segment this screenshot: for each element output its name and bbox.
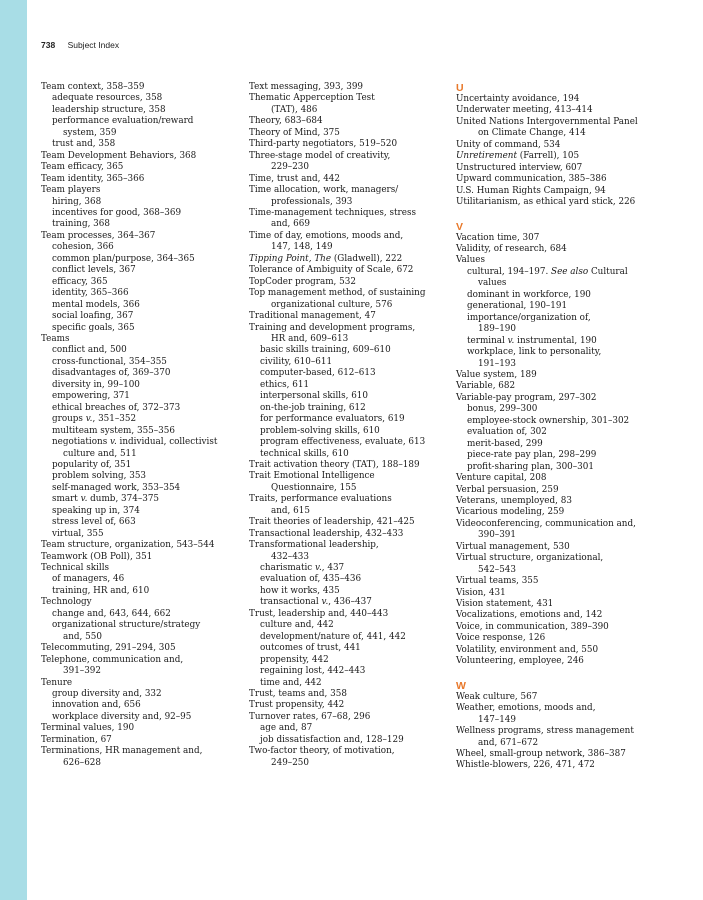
index-subentry: disadvantages of, 369–370 xyxy=(52,368,171,379)
index-entry: Wellness programs, stress management xyxy=(456,726,634,737)
index-subentry: 191–193 xyxy=(478,358,516,369)
index-subentry: change and, 643, 644, 662 xyxy=(52,608,171,619)
index-entry: Traits, performance evaluations xyxy=(249,494,392,505)
index-subentry: conflict and, 500 xyxy=(52,345,127,356)
index-letter-heading: W xyxy=(456,679,466,692)
index-entry: Utilitarianism, as ethical yard stick, 226 xyxy=(456,197,636,208)
index-entry: Vicarious modeling, 259 xyxy=(456,507,565,518)
index-subentry: bonus, 299–300 xyxy=(467,404,538,415)
index-entry: Venture capital, 208 xyxy=(456,473,547,484)
index-subentry: 147–149 xyxy=(478,714,516,725)
index-subentry: charismatic v., 437 xyxy=(260,563,345,574)
index-letter-heading: V xyxy=(456,220,464,233)
index-subentry: terminal v. instrumental, 190 xyxy=(467,335,597,346)
index-entry: Value system, 189 xyxy=(456,369,537,380)
index-subentry: workplace diversity and, 92–95 xyxy=(52,711,192,722)
page-number: 738 xyxy=(41,40,56,50)
index-entry: Three-stage model of creativity, xyxy=(249,150,391,161)
index-entry: Telecommuting, 291–294, 305 xyxy=(41,643,176,654)
index-entry: Team Development Behaviors, 368 xyxy=(41,150,197,161)
index-entry: Technical skills xyxy=(41,563,110,574)
index-entry: Technology xyxy=(41,597,92,608)
index-entry: Two-factor theory, of motivation, xyxy=(249,746,395,757)
index-entry: Vision statement, 431 xyxy=(456,599,554,610)
index-subentry: interpersonal skills, 610 xyxy=(260,391,368,402)
index-subentry: stress level of, 663 xyxy=(52,517,136,528)
index-subentry: diversity in, 99–100 xyxy=(52,379,140,390)
index-subentry: 542–543 xyxy=(478,564,516,575)
index-entry: Trust, teams and, 358 xyxy=(249,689,347,700)
index-subentry: on Climate Change, 414 xyxy=(478,128,586,139)
index-subentry: trust and, 358 xyxy=(52,139,116,150)
index-entry: Unstructured interview, 607 xyxy=(456,162,583,173)
index-subentry: age and, 87 xyxy=(260,723,313,734)
index-entry: Terminal values, 190 xyxy=(41,723,135,734)
index-entry: Volatility, environment and, 550 xyxy=(456,644,599,655)
index-entry: Team efficacy, 365 xyxy=(41,162,124,173)
index-entry: Top management method, of sustaining xyxy=(249,288,426,299)
index-subentry: generational, 190–191 xyxy=(467,301,568,312)
index-subentry: popularity of, 351 xyxy=(52,459,132,470)
index-entry: Wheel, small-group network, 386–387 xyxy=(456,749,626,760)
index-subentry: HR and, 609–613 xyxy=(271,333,349,344)
index-subentry: group diversity and, 332 xyxy=(52,689,162,700)
index-subentry: 390–391 xyxy=(478,530,516,541)
index-entry: United Nations Intergovernmental Panel xyxy=(456,116,638,127)
index-subentry: ethics, 611 xyxy=(260,379,310,390)
index-entry: U.S. Human Rights Campaign, 94 xyxy=(456,185,606,196)
index-entry: Team players xyxy=(41,185,101,196)
section-gap xyxy=(456,668,652,680)
index-subentry: training, HR and, 610 xyxy=(52,585,150,596)
index-entry: Values xyxy=(456,255,485,266)
index-entry: Thematic Apperception Test xyxy=(249,93,375,104)
index-subentry: cross-functional, 354–355 xyxy=(52,356,167,367)
index-entry: Vision, 431 xyxy=(456,587,506,598)
index-entry: Tipping Point, The (Gladwell), 222 xyxy=(249,253,403,264)
index-subentry: dominant in workforce, 190 xyxy=(467,289,591,300)
index-entry: TopCoder program, 532 xyxy=(249,276,356,287)
index-subentry: culture and, 511 xyxy=(63,448,137,459)
index-subentry: 229–230 xyxy=(271,162,309,173)
index-subentry: conflict levels, 367 xyxy=(52,265,136,276)
index-subentry: job dissatisfaction and, 128–129 xyxy=(260,734,404,745)
index-subentry: merit-based, 299 xyxy=(467,438,543,449)
index-entry: Transformational leadership, xyxy=(249,540,379,551)
index-entry: Upward communication, 385–386 xyxy=(456,174,607,185)
index-entry: Time, trust and, 442 xyxy=(249,173,340,184)
index-entry: Tenure xyxy=(41,677,73,688)
index-entry: Teams xyxy=(41,333,70,344)
index-entry: Variable-pay program, 297–302 xyxy=(456,392,597,403)
index-subentry: for performance evaluators, 619 xyxy=(260,414,405,425)
index-subentry: cohesion, 366 xyxy=(52,242,114,253)
index-subentry: adequate resources, 358 xyxy=(52,93,163,104)
index-entry: Time allocation, work, managers/ xyxy=(249,185,399,196)
index-column-2 xyxy=(249,82,445,769)
index-subentry: profit-sharing plan, 300–301 xyxy=(467,461,594,472)
index-entry: Weak culture, 567 xyxy=(456,691,538,702)
index-subentry: leadership structure, 358 xyxy=(52,104,166,115)
index-subentry: employee-stock ownership, 301–302 xyxy=(467,415,630,426)
index-entry: Text messaging, 393, 399 xyxy=(249,82,364,92)
index-subentry: Questionnaire, 155 xyxy=(271,482,357,493)
index-entry: Veterans, unemployed, 83 xyxy=(456,495,572,506)
index-subentry: civility, 610–611 xyxy=(260,356,333,367)
index-subentry: hiring, 368 xyxy=(52,196,102,207)
index-entry: Third-party negotiators, 519–520 xyxy=(249,139,398,150)
index-entry: Telephone, communication and, xyxy=(41,654,184,665)
index-entry: Training and development programs, xyxy=(249,322,416,333)
index-subentry: organizational structure/strategy xyxy=(52,620,201,631)
index-subentry: 147, 148, 149 xyxy=(271,242,333,253)
index-subentry: speaking up in, 374 xyxy=(52,505,140,516)
index-subentry: and, 669 xyxy=(271,219,310,230)
index-subentry: problem-solving skills, 610 xyxy=(260,425,380,436)
index-subentry: computer-based, 612–613 xyxy=(260,368,376,379)
index-subentry: social loafing, 367 xyxy=(52,311,134,322)
index-subentry: on-the-job training, 612 xyxy=(260,402,366,413)
index-entry: Unity of command, 534 xyxy=(456,139,561,150)
index-subentry: problem solving, 353 xyxy=(52,471,147,482)
index-subentry: mental models, 366 xyxy=(52,299,140,310)
index-subentry: propensity, 442 xyxy=(260,654,329,665)
index-subentry: transactional v., 436–437 xyxy=(260,597,372,608)
index-subentry: 249–250 xyxy=(271,757,309,768)
index-entry: Termination, 67 xyxy=(41,734,112,745)
index-subentry: of managers, 46 xyxy=(52,574,125,585)
index-subentry: multiteam system, 355–356 xyxy=(52,425,175,436)
index-entry: Variable, 682 xyxy=(456,381,516,392)
index-entry: Virtual teams, 355 xyxy=(456,576,539,587)
index-entry: Team structure, organization, 543–544 xyxy=(41,540,215,551)
section-gap xyxy=(456,209,652,221)
index-entry: Tolerance of Ambiguity of Scale, 672 xyxy=(249,265,414,276)
index-subentry: workplace, link to personality, xyxy=(467,347,602,358)
index-subentry: how it works, 435 xyxy=(260,585,340,596)
index-subentry: performance evaluation/reward xyxy=(52,116,194,127)
index-entry: Time-management techniques, stress xyxy=(249,207,416,218)
index-subentry: (TAT), 486 xyxy=(271,104,318,115)
index-subentry: and, 550 xyxy=(63,631,102,642)
index-subentry: common plan/purpose, 364–365 xyxy=(52,253,195,264)
index-subentry: 391–392 xyxy=(63,666,101,677)
index-subentry: organizational culture, 576 xyxy=(271,299,393,310)
index-entry: Time of day, emotions, moods and, xyxy=(249,230,404,241)
index-entry: Virtual management, 530 xyxy=(456,541,570,552)
index-entry: Trait Emotional Intelligence xyxy=(249,471,375,482)
index-column-1 xyxy=(41,82,237,769)
index-entry: Volunteering, employee, 246 xyxy=(456,656,584,667)
index-entry: Trust propensity, 442 xyxy=(249,700,345,711)
index-entry: Trait theories of leadership, 421–425 xyxy=(249,517,415,528)
index-entry: Theory, 683–684 xyxy=(249,116,323,127)
index-subentry: evaluation of, 302 xyxy=(467,427,547,438)
index-subentry: and, 615 xyxy=(271,505,310,516)
index-subentry: evaluation of, 435–436 xyxy=(260,574,362,585)
index-subentry: technical skills, 610 xyxy=(260,448,349,459)
index-subentry: professionals, 393 xyxy=(271,196,353,207)
index-entry: Voice, in communication, 389–390 xyxy=(456,621,609,632)
index-entry: Trait activation theory (TAT), 188–189 xyxy=(249,459,420,470)
index-entry: Videoconferencing, communication and, xyxy=(456,518,636,529)
page-header-title: Subject Index xyxy=(67,40,120,50)
index-entry: Teamwork (OB Poll), 351 xyxy=(41,551,153,562)
index-entry: Uncertainty avoidance, 194 xyxy=(456,94,580,104)
index-subentry: specific goals, 365 xyxy=(52,322,135,333)
index-subentry: time and, 442 xyxy=(260,677,322,688)
index-subentry: development/nature of, 441, 442 xyxy=(260,631,406,642)
index-entry: Weather, emotions, moods and, xyxy=(456,703,596,714)
index-subentry: values xyxy=(478,278,507,289)
side-color-strip xyxy=(0,0,27,900)
index-entry: Validity, of research, 684 xyxy=(456,243,567,254)
index-entry: Vocalizations, emotions and, 142 xyxy=(456,610,603,621)
index-subentry: groups v., 351–352 xyxy=(52,414,137,425)
index-subentry: ethical breaches of, 372–373 xyxy=(52,402,181,413)
index-entry: Team identity, 365–366 xyxy=(41,173,145,184)
index-entry: Transactional leadership, 432–433 xyxy=(249,528,404,539)
index-entry: Team processes, 364–367 xyxy=(41,230,156,241)
index-subentry: basic skills training, 609–610 xyxy=(260,345,391,356)
index-subentry: identity, 365–366 xyxy=(52,288,129,299)
index-subentry: negotiations v. individual, collectivist xyxy=(52,437,218,448)
index-subentry: empowering, 371 xyxy=(52,391,130,402)
index-entry: Underwater meeting, 413–414 xyxy=(456,105,593,116)
index-subentry: 432–433 xyxy=(271,551,309,562)
index-entry: Unretirement (Farrell), 105 xyxy=(456,151,580,162)
index-subentry: 189–190 xyxy=(478,324,516,335)
index-subentry: program effectiveness, evaluate, 613 xyxy=(260,437,426,448)
index-entry: Verbal persuasion, 259 xyxy=(456,484,559,495)
index-entry: Virtual structure, organizational, xyxy=(456,553,604,564)
index-entry: Vacation time, 307 xyxy=(456,232,540,243)
index-subentry: culture and, 442 xyxy=(260,620,334,631)
index-entry: Turnover rates, 67–68, 296 xyxy=(249,711,371,722)
index-entry: Trust, leadership and, 440–443 xyxy=(249,608,389,619)
index-entry: Whistle-blowers, 226, 471, 472 xyxy=(456,760,595,771)
index-subentry: regaining lost, 442–443 xyxy=(260,666,366,677)
index-subentry: training, 368 xyxy=(52,219,110,230)
index-subentry: innovation and, 656 xyxy=(52,700,141,711)
index-subentry: outcomes of trust, 441 xyxy=(260,643,361,654)
index-subentry: piece-rate pay plan, 298–299 xyxy=(467,450,597,461)
index-subentry: smart v. dumb, 374–375 xyxy=(52,494,160,505)
index-letter-heading: U xyxy=(456,82,464,94)
index-entry: Terminations, HR management and, xyxy=(41,746,203,757)
index-subentry: cultural, 194–197. See also Cultural xyxy=(467,266,628,277)
index-subentry: and, 671–672 xyxy=(478,737,539,748)
index-entry: Team context, 358–359 xyxy=(41,82,145,92)
index-subentry: self-managed work, 353–354 xyxy=(52,482,181,493)
index-subentry: virtual, 355 xyxy=(52,528,104,539)
index-subentry: incentives for good, 368–369 xyxy=(52,207,182,218)
index-entry: Voice response, 126 xyxy=(456,633,546,644)
index-entry: Theory of Mind, 375 xyxy=(249,127,340,138)
index-subentry: efficacy, 365 xyxy=(52,276,108,287)
running-head xyxy=(41,40,119,50)
index-subentry: importance/organization of, xyxy=(467,312,591,323)
index-column-3 xyxy=(456,82,652,772)
index-subentry: 626–628 xyxy=(63,757,101,768)
index-subentry: system, 359 xyxy=(63,127,117,138)
index-entry: Traditional management, 47 xyxy=(249,311,376,322)
